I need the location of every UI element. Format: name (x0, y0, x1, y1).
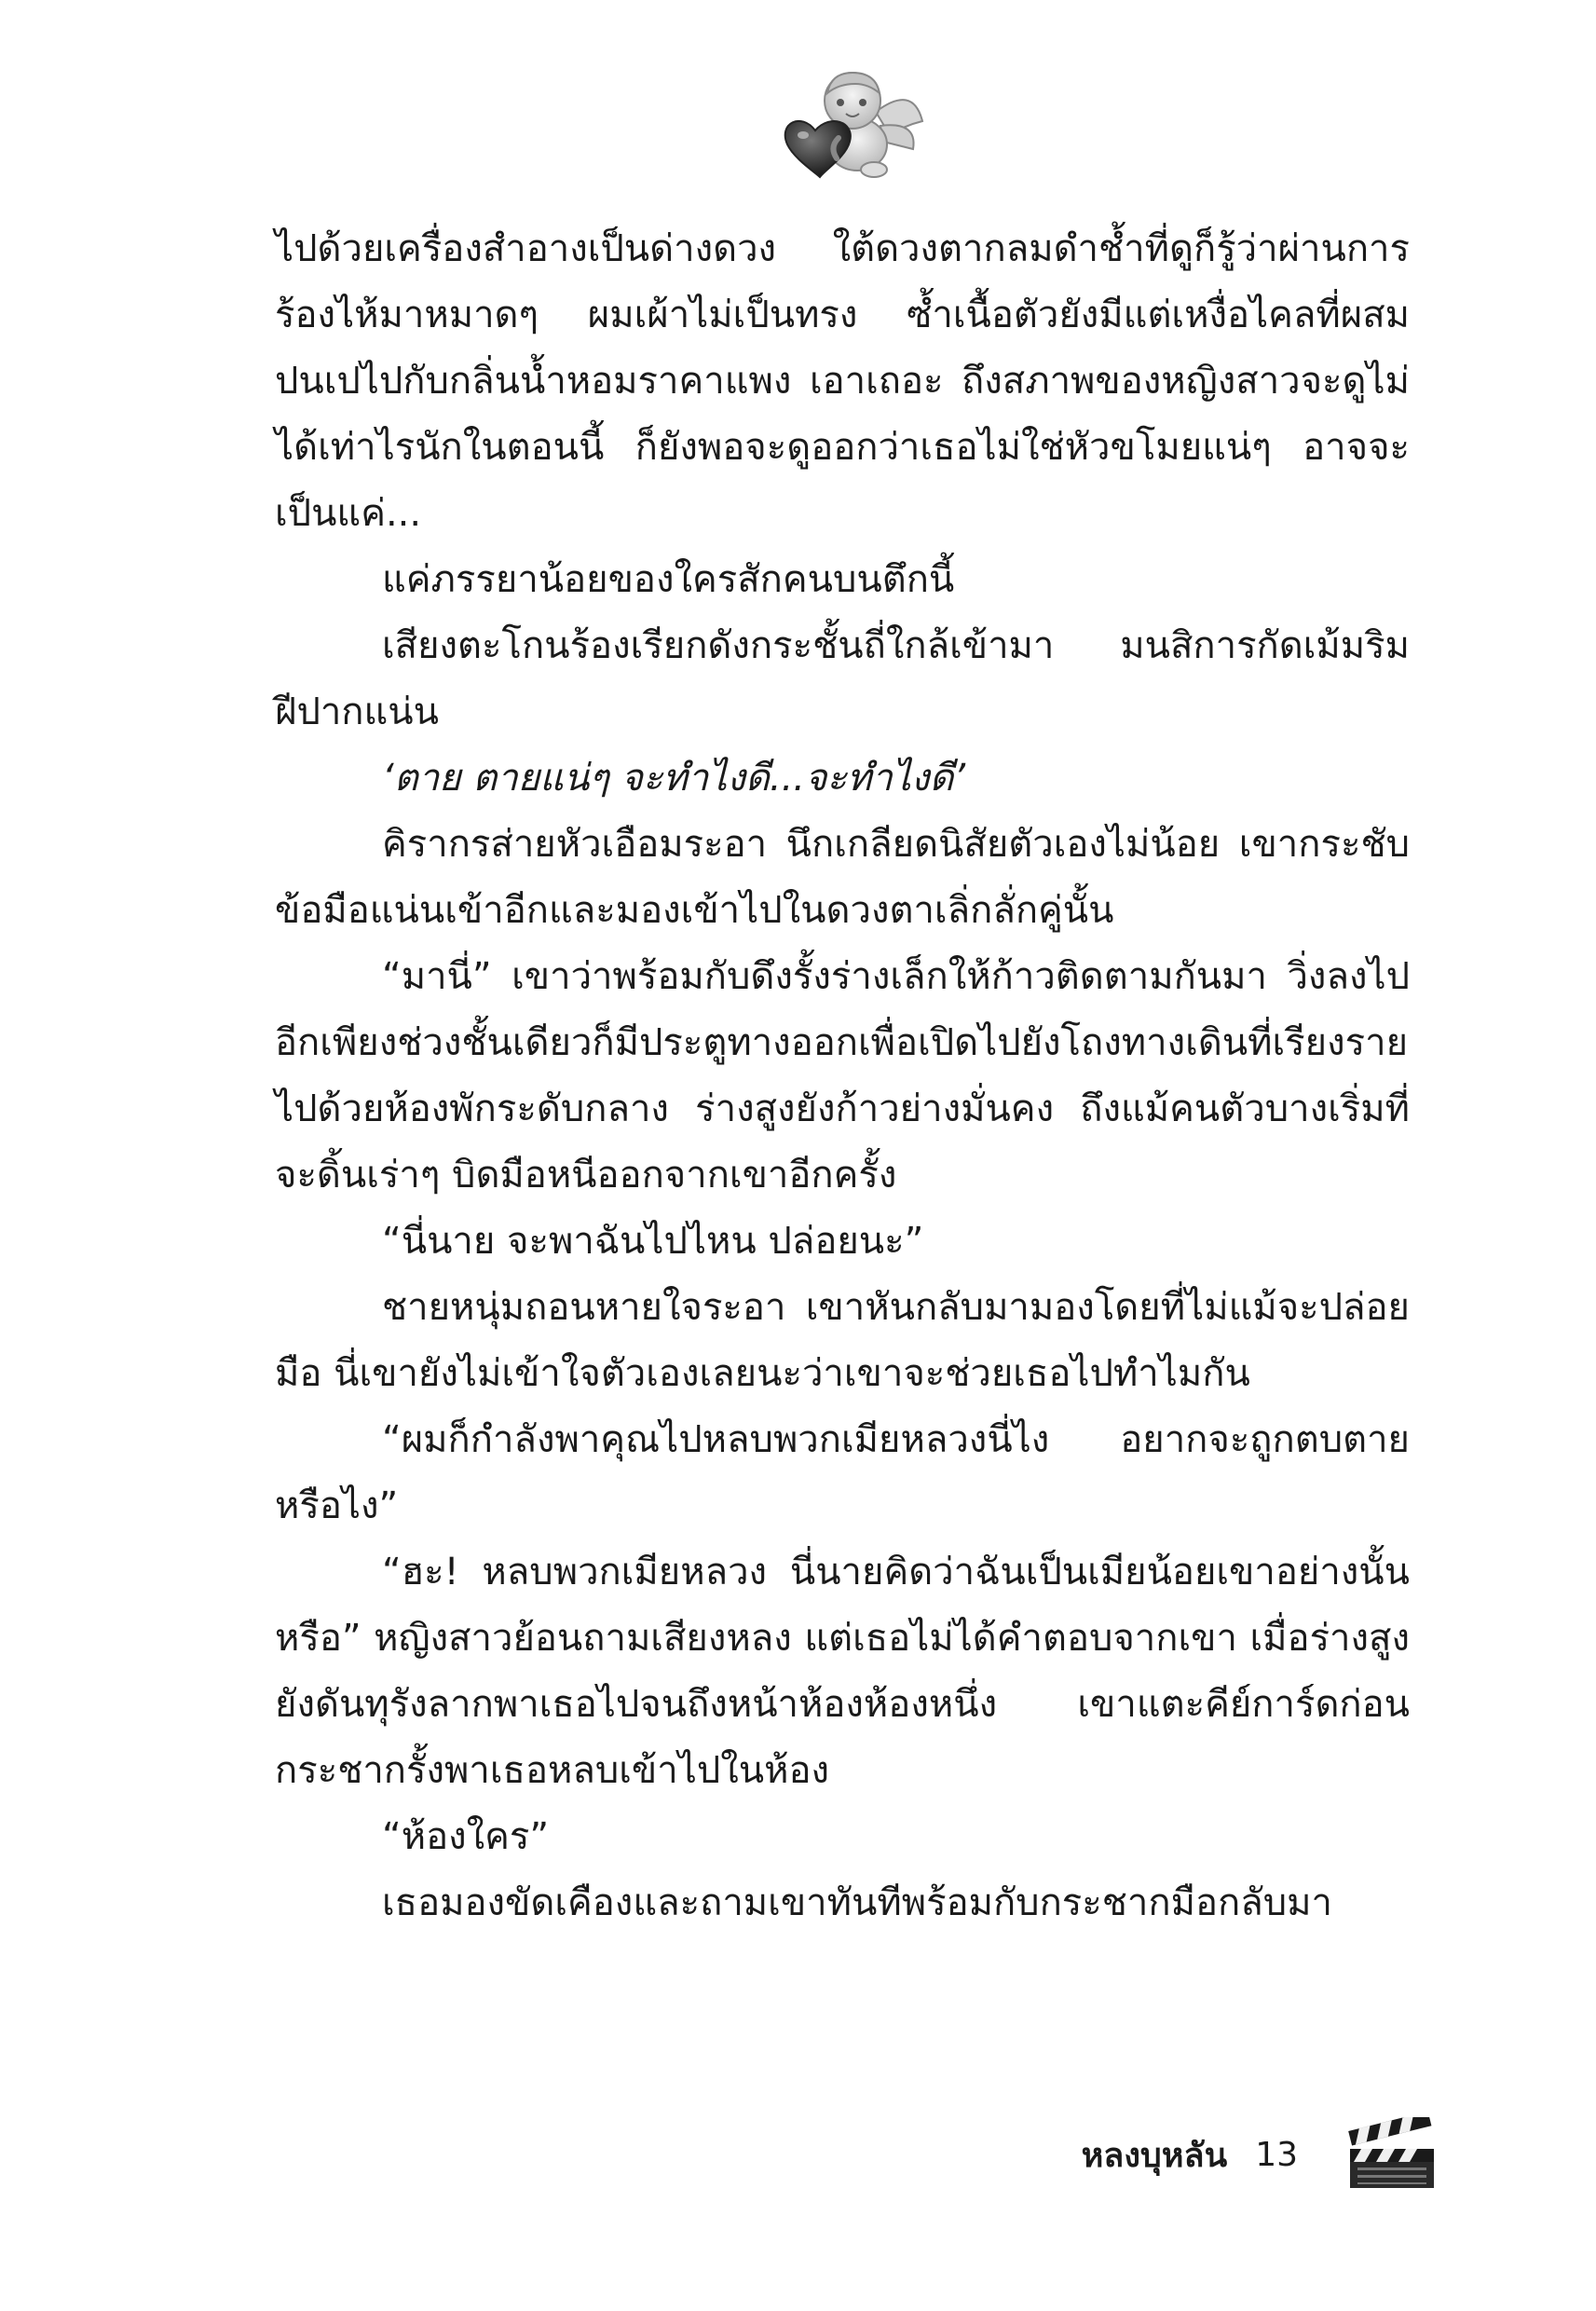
paragraph: เสียงตะโกนร้องเรียกดังกระชั้นถี่ใกล้เข้ามา มนสิการกัดเม้มริมฝีปากแน่น (275, 624, 1410, 733)
clapperboard-icon (1344, 2117, 1438, 2192)
paragraph-italic: ‘ตาย ตายแน่ๆ จะทำไงดี...จะทำไงดี’ (382, 757, 966, 800)
book-title: หลงบุหลัน (1081, 2136, 1228, 2175)
paragraph: เธอมองขัดเคืองและถามเขาทันทีพร้อมกับกระชากมือกลับมา (382, 1881, 1332, 1924)
page-number: 13 (1255, 2135, 1298, 2174)
paragraph: แค่ภรรยาน้อยของใครสักคนบนตึกนี้ (382, 558, 955, 601)
paragraph: ไปด้วยเครื่องสำอางเป็นด่างดวง ใต้ดวงตากลมดำช้ำที่ดูก็รู้ว่าผ่านการร้องไห้มาหมาดๆ ผมเผ้าไม่เป็นทรง ซ้ำเนื้อตัวยังมีแต่เหงื่อไคลที่ผสมปนเปไปกับกลิ่นน้ำหอมราคาแพง เอาเถอะ ถึงสภาพของหญิงสาวจะดูไม่ได้เท่าไรนักในตอนนี้ ก็ยังพอจะดูออกว่าเธอไม่ใช่หัวขโมยแน่ๆ อาจจะเป็นแค่... (275, 227, 1410, 535)
page-footer (1082, 2117, 1438, 2192)
paragraph: “ห้องใคร” (382, 1815, 550, 1858)
cherub-heart-icon (764, 56, 932, 186)
paragraph: คิรากรส่ายหัวเอือมระอา นึกเกลียดนิสัยตัวเองไม่น้อย เขากระชับข้อมือแน่นเข้าอีกและมองเข้าไปในดวงตาเลิ่กลั่กคู่นั้น (275, 823, 1410, 932)
paragraph: ชายหนุ่มถอนหายใจระอา เขาหันกลับมามองโดยที่ไม่แม้จะปล่อยมือ นี่เขายังไม่เข้าใจตัวเองเลยนะว่าเขาจะช่วยเธอไปทำไมกัน (275, 1286, 1410, 1395)
paragraph: “ฮะ! หลบพวกเมียหลวง นี่นายคิดว่าฉันเป็นเมียน้อยเขาอย่างนั้นหรือ” หญิงสาวย้อนถามเสียงหลง แต่เธอไม่ได้คำตอบจากเขา เมื่อร่างสูงยังดันทุรังลากพาเธอไปจนถึงหน้าห้องห้องหนึ่ง เขาแตะคีย์การ์ดก่อนกระชากรั้งพาเธอหลบเข้าไปในห้อง (275, 1551, 1410, 1792)
paragraph: “มานี่” เขาว่าพร้อมกับดึงรั้งร่างเล็กให้ก้าวติดตามกันมา วิ่งลงไปอีกเพียงช่วงชั้นเดียวก็มีประตูทางออกเพื่อเปิดไปยังโถงทางเดินที่เรียงรายไปด้วยห้องพักระดับกลาง ร่างสูงยังก้าวย่างมั่นคง ถึงแม้คนตัวบางเริ่มที่จะดิ้นเร่าๆ บิดมือหนีออกจากเขาอีกครั้ง (275, 955, 1410, 1197)
chapter-body (275, 216, 1410, 1936)
paragraph: “นี่นาย จะพาฉันไปไหน ปล่อยนะ” (382, 1220, 924, 1263)
paragraph: “ผมก็กำลังพาคุณไปหลบพวกเมียหลวงนี่ไง อยากจะถูกตบตายหรือไง” (275, 1418, 1410, 1527)
